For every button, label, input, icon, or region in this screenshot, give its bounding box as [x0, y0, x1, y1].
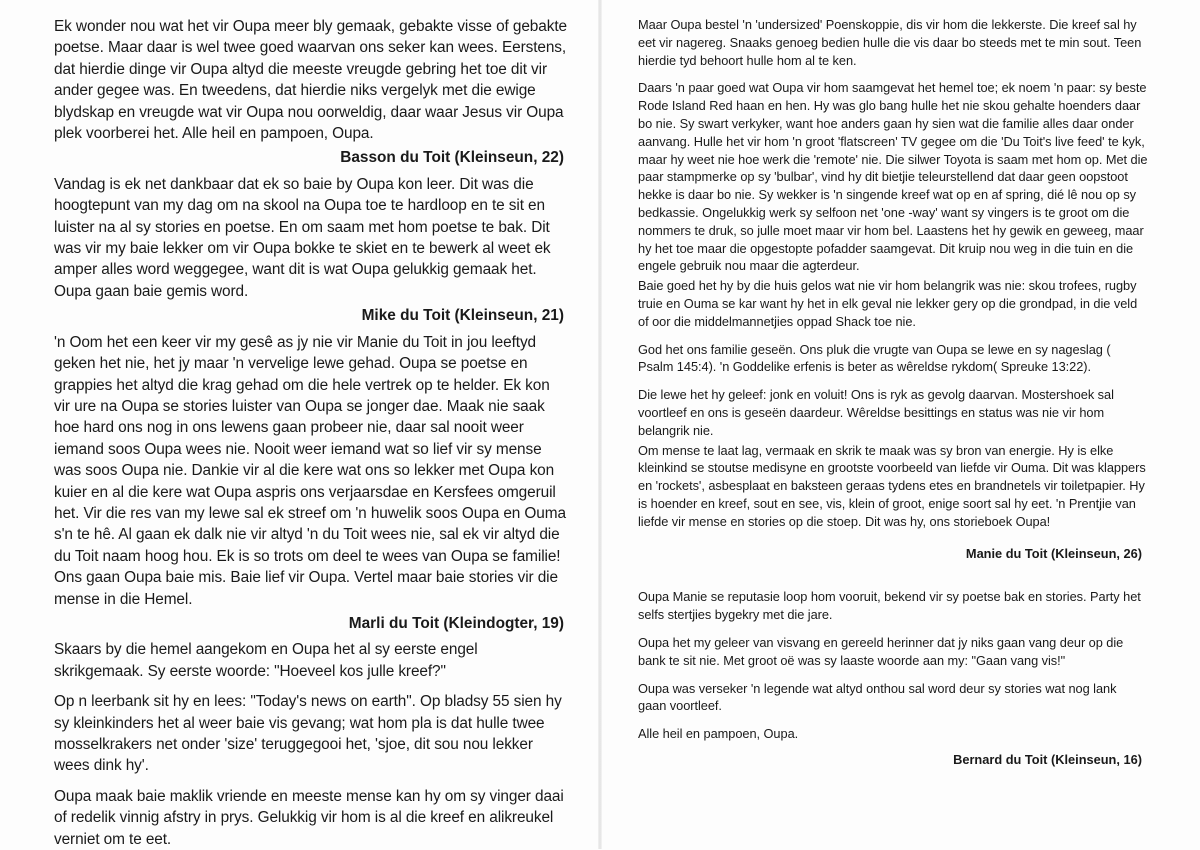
tribute-paragraph: Vandag is ek net dankbaar dat ek so baie by Oupa kon leer. Dit was die hoogtepunt van my dag om na skool na Oupa toe te hardloop en te sit en luister na al sy stories en poetse. En om saam met hom poetse te bak. Dit was vir my baie lekker om vir Oupa bokke te skiet en te bewerk al weet ek amper alles word weggegee, want dit is wat Oupa gelukkig gemaak het. Oupa gaan baie gemis word.	[54, 175, 551, 300]
signature: Bernard du Toit (Kleinseun, 16)	[953, 751, 1142, 767]
tribute-paragraph: God het ons familie geseën. Ons pluk die vrugte van Oupa se lewe en sy nageslag ( Psalm 145:4). 'n Goddelike erfenis is beter as wêreldse rykdom( Spreuke 13:22).	[638, 341, 1111, 375]
tribute-paragraph: Oupa was verseker 'n legende wat altyd onthou sal word deur sy stories wat nog lank gaan voortleef.	[638, 680, 1117, 714]
tribute-paragraph: Maar Oupa bestel 'n 'undersized' Poenskoppie, dis vir hom die lekkerste. Die kreef sal hy eet vir nagereg. Snaaks genoeg bedien hulle die vis daar bo steeds met te min sout. Teen hierdie tyd behoort hulle hom al te ken.	[638, 17, 1142, 68]
tribute-paragraph: Oupa maak baie maklik vriende en meeste mense kan hy om sy vinger daai of redelik vinnig afstry in prys. Gelukkig vir hom is al die kreef en alikreukel verniet om te eet.	[54, 787, 564, 848]
left-page	[0, 0, 600, 849]
signature: Manie du Toit (Kleinseun, 26)	[965, 545, 1142, 561]
tribute-paragraph: Om mense te laat lag, vermaak en skrik te maak was sy bron van energie. Hy is elke kleinkind se stoutse medisyne en grootste voorbeeld van liefde vir Ouma. Dit was klappers en 'rockets', asbesplaat en baksteen geraas tydens etes en brandnetels vir toiletpapier. Hy is hoender en kreef, sout en see, vis, klein of groot, enige soort sal hy eet. 'n Prentjie van liefde vir mense en stories op die stoep. Dit was hy, ons storieboek Oupa!	[638, 442, 1146, 529]
right-page	[600, 0, 1200, 849]
tribute-paragraph: Ek wonder nou wat het vir Oupa meer bly gemaak, gebakte visse of gebakte poetse. Maar daar is wel twee goed waarvan ons seker kan wees. Eerstens, dat hierdie dinge vir Oupa altyd die meeste vreugde gebring het toe dit vir ander gegee was. En tweedens, dat hierdie niks vergelyk met die ewige blydskap en vreugde wat vir Oupa nou oorweldig, daar waar Jesus vir Oupa plek voorberei het. Alle heil en pampoen, Oupa.	[54, 18, 567, 143]
tribute-paragraph: Op n leerbank sit hy en lees: "Today's news on earth". Op bladsy 55 sien hy sy kleinkinders het al weer baie vis gevang; wat hom pla is dat hulle twee mosselkrakers net onder 'size' teruggegooi het, 'sjoe, dit sou nou lekker wees dink hy'.	[54, 693, 562, 775]
tribute-paragraph: Daars 'n paar goed wat Oupa vir hom saamgevat het hemel toe; ek noem 'n paar: sy beste Rode Island Red haan en hen. Hy was glo bang hulle het nie skou gehalte hoenders daar bo nie. Sy swart verkyker, want hoe anders gaan hy sien wat die familie alles daar onder aanvang. Hulle het vir hom 'n groot 'flatscreen' TV gegee om die 'Du Toit's live feed' te kyk, maar hy weet nie hoe werk die 'remote' nie. Die silwer Toyota is saam met hom op. Met die paar stampmerke op sy 'bulbar', vind hy dit bietjie teleurstellend dat daar geen oopstoot hekke is daar bo nie. Sy wekker is 'n singende kreef wat op en af spring, dié lê nou op sy bedkassie. Ongelukkig werk sy selfoon net 'one -way' want sy vingers is te groot om die nommers te druk, so julle moet maar vir hom bel. Laastens het hy gewik en geweeg, maar hy het toe maar die opgestopte pofadder saamgevat. Dit kruip nou weg in die tuin en die engele gebruik nou maar die agterdeur.	[638, 80, 1148, 274]
tribute-paragraph: Die lewe het hy geleef: jonk en voluit! Ons is ryk as gevolg daarvan. Mostershoek sal voortleef en ons is geseën daardeur. Wêreldse besittings en status was nie vir hom belangrik nie.	[638, 387, 1114, 438]
tribute-paragraph: Oupa het my geleer van visvang en gereeld herinner dat jy niks gaan vang deur op die bank te sit nie. Met groot oë was sy laaste woorde aan my: "Gaan vang vis!"	[638, 634, 1124, 668]
tribute-paragraph: Skaars by die hemel aangekom en Oupa het al sy eerste engel skrikgemaak. Sy eerste woorde: "Hoeveel kos julle kreef?"	[54, 641, 478, 680]
tribute-paragraph: 'n Oom het een keer vir my gesê as jy nie vir Manie du Toit in jou leeftyd geken het nie, het jy maar 'n vervelige lewe gehad. Oupa se poetse en grappies het altyd die krag gehad om die hele vertrek op te helder. Ek kon vir ure na Oupa se stories luister van Oupa se jonger dae. Maak nie saak hoe hard ons nog in ons lewens gaan probeer nie, daar sal nooit weer iemand soos Oupa wees nie. Nooit weer iemand wat so lief vir sy mense was soos Oupa nie. Dankie vir al die kere wat ons so lekker met Oupa kon kuier en al die kere wat Oupa aspris ons verjaarsdae en Kersfees omgeruil het. Vir die res van my lewe sal ek streef om 'n huwelik soos Oupa en Ouma s'n te hê. Al gaan ek dalk nie vir altyd 'n du Toit wees nie, sal ek vir altyd die du Toit naam hoog hou. Ek is so trots om deel te wees van Oupa se familie! Ons gaan Oupa baie mis. Baie lief vir Oupa. Vertel maar baie stories vir die mense in die Hemel.	[54, 333, 566, 608]
signature: Mike du Toit (Kleinseun, 21)	[361, 307, 564, 325]
tribute-paragraph: Alle heil en pampoen, Oupa.	[638, 726, 799, 742]
signature: Basson du Toit (Kleinseun, 22)	[340, 149, 564, 167]
tribute-paragraph: Oupa Manie se reputasie loop hom vooruit, bekend vir sy poetse bak en stories. Party het selfs stertjies bygekry met die jare.	[638, 589, 1141, 623]
signature: Marli du Toit (Kleindogter, 19)	[348, 614, 564, 632]
tribute-paragraph: Baie goed het hy by die huis gelos wat nie vir hom belangrik was nie: skou trofees, rugby truie en Ouma se kar want hy het in elk geval nie lekker gery op die grondpad, in die veld of oor die middelmannetjies oppad Shack toe nie.	[638, 278, 1138, 329]
